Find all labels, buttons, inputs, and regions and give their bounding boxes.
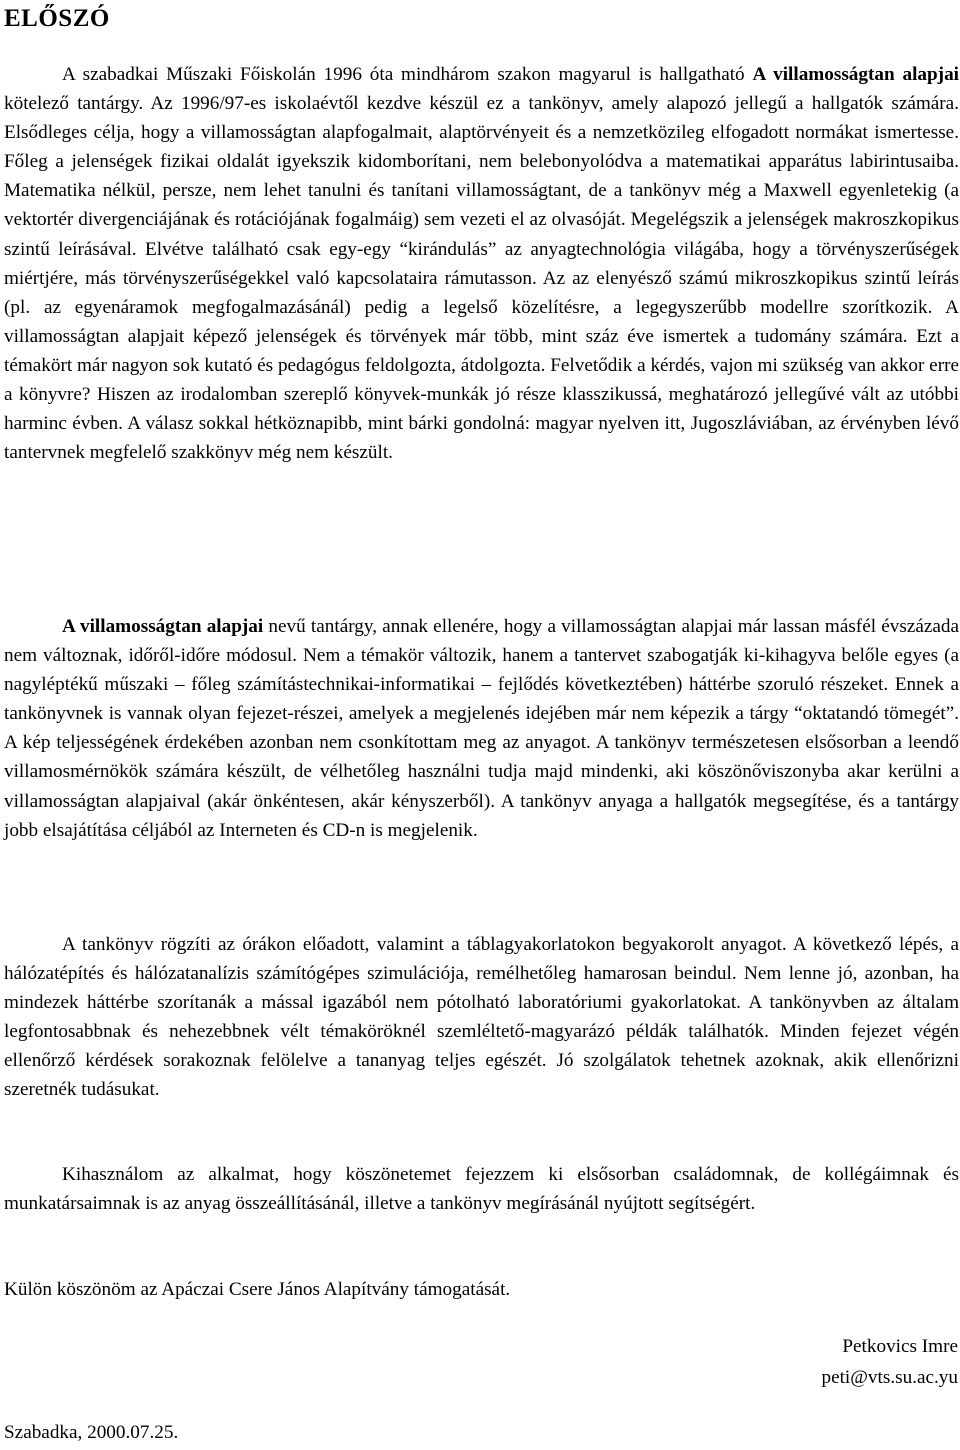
- paragraph-course: [4, 612, 959, 845]
- author-name: Petkovics Imre: [842, 1336, 958, 1357]
- paragraph-intro-body: kötelező tantárgy. Az 1996/97-es iskolaévtől kezdve készül ez a tankönyv, amely alapozó jellegű a hallgatók számára. Elsődleges célja, hogy a villamosságtan alapfogalmait, alaptörvényeit és a nemzetközileg elfogadott normákat ismertesse. Főleg a jelenségek fizikai oldalát igyekszik kidomborítani, nem belebonyolódva a matematikai apparátus labirintusaiba. Matematika nélkül, persze, nem lehet tanulni és tanítani villamosságtant, de a tankönyv még a Maxwell egyenletekig (a vektortér divergenciájának és rotációjának fogalmáig) sem vezeti el az olvasóját. Megelégszik a jelenségek makroszkopikus szintű leírásával. Elvétve található csak egy-egy “kirándulás” az anyagtechnológia világába, hogy a törvényszerűségek miértjére, más törvényszerűségekkel való kapcsolataira rámutasson. Az az elenyésző számú mikroszkopikus szintű leírás (pl. az egyenáramok megfogalmazásánál) pedig a legelső közelítésre, a legegyszerűbb modellre szorítkozik. A villamosságtan alapjait képező jelenségek és törvények már több, mint száz éve ismertek a tudomány számára. Ezt a témakört már nagyon sok kutató és pedagógus feldolgozta, átdolgozta. Felvetődik a kérdés, vajon mi szükség van akkor erre a könyvre? Hiszen az irodalomban szereplő könyvek-munkák jó része klasszikussá, meghatározó jellegűvé vált az utóbbi harminc évben. A válasz sokkal hétköznapibb, mint bárki gondolná: magyar nyelven itt, Jugoszláviában, az érvényben lévő tantervnek megfelelő szakkönyv még nem készült.: [4, 93, 959, 464]
- page-title: ELŐSZÓ: [4, 5, 110, 32]
- paragraph-foundation: Külön köszönöm az Apáczai Csere János Alapítvány támogatását.: [4, 1279, 511, 1300]
- paragraph-intro-lead: A szabadkai Műszaki Főiskolán 1996 óta mindhárom szakon magyarul is hallgatható: [62, 64, 753, 85]
- paragraph-content: A tankönyv rögzíti az órákon előadott, valamint a táblagyakorlatokon begyakorolt anyagot. A következő lépés, a hálózatépítés és hálózatanalízis számítógépes szimulációja, remélhetőleg hamarosan beindul. Nem lenne jó, azonban, ha mindezek háttérbe szorítanák a mással igazából nem pótolható laboratóriumi gyakorlatokat. A tankönyvben az általam legfontosabbnak és nehezebbnek vélt témaköröknél szemléltető-magyarázó példák találhatók. Minden fejezet végén ellenőrző kérdések sorakoznak felölelve a tananyag teljes egészét. Jó szolgálatok tehetnek azoknak, akik ellenőrizni szeretnék tudásukat.: [4, 934, 959, 1101]
- author-email: peti@vts.su.ac.yu: [821, 1367, 958, 1388]
- paragraph-intro: [4, 60, 959, 467]
- paragraph-course-body: nevű tantárgy, annak ellenére, hogy a villamosságtan alapjai már lassan másfél évszázada nem változnak, időről-időre módosul. Nem a témakör változik, hanem a tantervet szabogatják ki-kihagyva belőle egyes (a nagyléptékű műszaki – főleg számítástechnikai-informatikai – fejlődés következtében) háttérbe szoruló részeket. Ennek a tankönyvnek is vannak olyan fejezet-részei, amelyek a megjelenés idejében már nem képezik a tárgy “oktatandó tömegét”. A kép teljességének érdekében azonban nem csonkítottam meg az anyagot. A tankönyv természetesen elsősorban a leendő villamosmérnökök számára készült, de vélhetőleg használni tudja majd mindenki, aki köszönőviszonyba akar kerülni a villamosságtan alapjaival (akár önkéntesen, akár kényszerből). A tankönyv anyaga a hallgatók megsegítése, és a tantárgy jobb elsajátítása céljából az Interneten és CD-n is megjelenik.: [4, 616, 959, 841]
- place-date: Szabadka, 2000.07.25.: [4, 1422, 179, 1443]
- course-title-2: A villamosságtan alapjai: [62, 616, 264, 637]
- paragraph-thanks: Kihasználom az alkalmat, hogy köszönetemet fejezzem ki elsősorban családomnak, de kollégáimnak és munkatársaimnak is az anyag összeállításánál, illetve a tankönyv megírásánál nyújtott segítségért.: [4, 1164, 959, 1215]
- course-title: A villamosságtan alapjai: [752, 64, 959, 85]
